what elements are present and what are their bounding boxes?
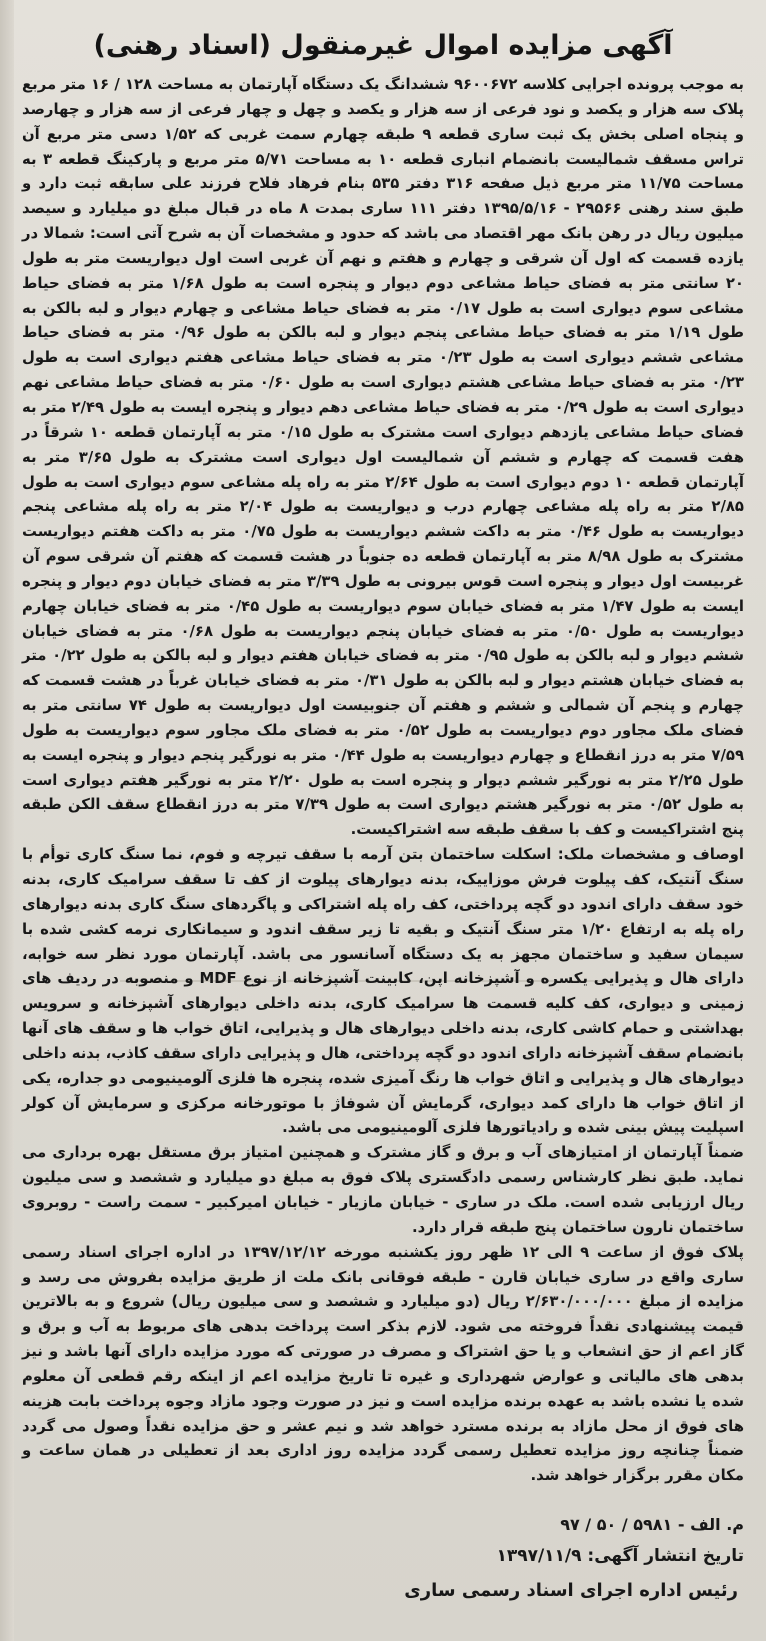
paragraph-property-specifications: اوصاف و مشخصات ملک: اسکلت ساختمان بتن آرمه با سقف تیرچه و فوم، نما سنگ کاری توأم با سنگ آنتیک، کف پیلوت فرش موزاییک، بدنه دیوارهای پیلوت از کف تا سقف سرامیک کاری، بدنه خود سقف دارای اندود دو گچه پرداختی، کف راه پله اشتراکی و پاگردهای سنگ کاری بدنه دیوارهای راه پله به ارتفاع ۱/۲۰ متر سنگ آنتیک و بقیه تا زیر سقف اندود و سیمانکاری نرمه کشی شده با سیمان سفید و ساختمان مجهز به یک دستگاه آسانسور می باشد. آپارتمان مورد نظر سه خوابه، دارای هال و پذیرایی یکسره و آشپزخانه اپن، کابینت آشپزخانه از نوع MDF و منصوبه در ردیف های زمینی و دیواری، کف کلیه قسمت ها سرامیک کاری، بدنه داخلی دیوارهای آشپزخانه و سرویس بهداشتی و حمام کاشی کاری، بدنه داخلی دیوارهای هال و پذیرایی، اتاق خواب ها و سقف های آنها بانضمام سقف آشپزخانه دارای اندود دو گچه پرداختی، هال و پذیرایی دارای سقف کاذب، بدنه داخلی دیوارهای هال و پذیرایی و اتاق خواب ها رنگ آمیزی شده، پنجره ها فلزی آلومینیومی دو جداره، یکی از اتاق خواب ها دارای کمد دیواری، گرمایش آن شوفاژ با موتورخانه مرکزی و سرمایش آن کولر اسپلیت پیش بینی شده و رادیاتورها فلزی آلومینیومی می باشد. [22,845,744,1137]
paper-fold-edge [0,0,14,1641]
reference-number: م. الف - ۵۹۸۱ / ۵۰ / ۹۷ [560,1515,744,1534]
paragraph-utilities-and-valuation: ضمناً آپارتمان از امتیازهای آب و برق و گاز مشترک و همچنین امتیاز برق مستقل بهره برداری می نماید. طبق نظر کارشناس رسمی دادگستری پلاک فوق به مبلغ دو میلیارد و ششصد و سی میلیون ریال ارزیابی شده است. ملک در ساری - خیابان مازیار - خیابان امیرکبیر - سمت راست - روبروی ساختمان نارون ساختمان پنج طبقه قرار دارد. [22,1143,744,1236]
signature-line: رئیس اداره اجرای اسناد رسمی ساری [404,1580,738,1601]
publication-date: تاریخ انتشار آگهی: ۱۳۹۷/۱۱/۹ [496,1546,744,1566]
notice-header [20,30,746,61]
paragraph-property-description: به موجب پرونده اجرایی کلاسه ۹۶۰۰۶۷۲ ششدانگ یک دستگاه آپارتمان به مساحت ۱۲۸ / ۱۶ متر مربع پلاک سه هزار و یکصد و نود فرعی از سه هزار و یکصد و چهل و چهار فرعی از سه هزار و چهارصد و پنجاه اصلی بخش یک ثبت ساری قطعه ۹ طبقه چهارم سمت غربی که ۱/۵۲ دسی متر مربع آن تراس مسقف شمالیست بانضمام انباری قطعه ۱۰ به مساحت ۵/۷۱ متر مربع و پارکینگ قطعه ۳ به مساحت ۱۱/۷۵ متر مربع ذیل صفحه ۳۱۶ دفتر ۵۳۵ بنام فرهاد فلاح فرزند علی سابقه ثبت دارد و طبق سند رهنی ۲۹۵۶۶ - ۱۳۹۵/۵/۱۶ دفتر ۱۱۱ ساری بمدت ۸ ماه در قبال مبلغ دو میلیارد و سیصد میلیون ریال در رهن بانک مهر اقتصاد می باشد که حدود و مشخصات آن به شرح آتی است: شمالا در یازده قسمت که اول آن شرقی و چهارم و هفتم و نهم آن غربی است اول دیواریست متر به طول ۲۰ سانتی متر به فضای حیاط مشاعی دوم دیوار و پنجره است به طول ۱/۶۸ متر به فضای حیاط مشاعی سوم دیواری است به طول ۰/۱۷ متر به فضای حیاط مشاعی و چهارم دیوار و لبه بالکن به طول ۱/۱۹ متر به فضای حیاط مشاعی پنجم دیوار و لبه بالکن به طول ۰/۹۶ متر به فضای حیاط مشاعی ششم دیواری است به طول ۰/۲۳ متر به فضای حیاط مشاعی هفتم دیواری است به طول ۰/۲۳ متر به فضای حیاط مشاعی هشتم دیواری است به طول ۰/۶۰ متر به فضای حیاط مشاعی نهم دیواری است به طول ۰/۲۹ متر به فضای حیاط مشاعی دهم دیوار و پنجره ایست به طول ۲/۴۹ متر به فضای حیاط مشاعی یازدهم دیواری است مشترک به طول ۰/۱۵ متر به آپارتمان قطعه ۱۰ شرقاً در هفت قسمت که چهارم و ششم آن شمالیست اول دیواری است مشترک به طول ۳/۶۵ متر به آپارتمان قطعه ۱۰ دوم دیواری است به طول ۲/۶۴ متر به راه پله مشاعی سوم دیواری است به طول ۲/۸۵ متر به راه پله مشاعی چهارم درب و دیواریست به طول ۲/۰۴ متر به راه پله مشاعی پنجم دیواریست به طول ۰/۴۶ متر به داکت ششم دیواریست به طول ۰/۷۵ متر به داکت هفتم دیواریست مشترک به طول ۸/۹۸ متر به آپارتمان قطعه ده جنوباً در هشت قسمت که هفتم آن شرقی سوم آن غربیست اول دیوار و پنجره است قوس بیرونی به طول ۳/۳۹ متر به فضای خیابان دوم دیوار و پنجره ایست به طول ۱/۴۷ متر به فضای خیابان سوم دیواریست به طول ۰/۴۵ متر به فضای خیابان چهارم دیواریست به طول ۰/۵۰ متر به فضای خیابان پنجم دیواریست به طول ۰/۶۸ متر به فضای خیابان ششم دیوار و لبه بالکن به طول ۰/۹۵ متر به فضای خیابان هفتم دیوار و لبه بالکن به طول ۰/۲۲ متر به فضای خیابان هشتم دیوار و لبه بالکن به طول ۰/۳۱ متر به فضای خیابان غرباً در هشت قسمت که چهارم و پنجم آن شمالی و ششم و هفتم آن جنوبیست اول دیواریست به طول ۷۴ سانتی متر به فضای ملک مجاور دوم دیواریست به طول ۰/۵۲ متر به فضای ملک مجاور سوم دیواریست به طول ۷/۵۹ متر به درز انقطاع و چهارم دیواریست به طول ۰/۴۴ متر به نورگیر پنجم دیوار و پنجره ایست به طول ۲/۲۵ متر به نورگیر ششم دیوار و پنجره است به طول ۲/۲۰ متر به نورگیر هفتم دیواری است به طول ۰/۵۲ متر به نورگیر هشتم دیواری است به طول ۷/۳۹ متر به درز انقطاع سقف الکن طبقه پنج اشتراکیست و کف با سقف طبقه سه اشتراکیست. [22,75,745,839]
notice-title: آگهی مزایده اموال غیرمنقول (اسناد رهنی) [93,30,673,61]
notice-footer [22,1512,744,1606]
notice-body [22,72,744,1488]
paragraph-auction-terms: پلاک فوق از ساعت ۹ الی ۱۲ ظهر روز یکشنبه مورخه ۱۳۹۷/۱۲/۱۲ در اداره اجرای اسناد رسمی ساری واقع در ساری خیابان قارن - طبقه فوقانی بانک ملت از طریق مزایده بفروش می رسد و مزایده از مبلغ ۲/۶۳۰/۰۰۰/۰۰۰ ریال (دو میلیارد و ششصد و سی میلیون ریال) شروع و به بالاترین قیمت پیشنهادی نقداً فروخته می شود. لازم بذکر است پرداخت بدهی های مربوط به آب و برق و گاز اعم از حق انشعاب و یا حق اشتراک و مصرف در صورتی که مورد مزایده دارای آنها باشد و نیز بدهی های مالیاتی و عوارض شهرداری و غیره تا تاریخ مزایده اعم از اینکه رقم قطعی آن معلوم شده یا نشده باشد به عهده برنده مزایده است و نیز در صورت وجود مازاد وجوه پرداخت بابت هزینه های فوق از محل مازاد به برنده مسترد خواهد شد و نیم عشر و حق مزایده نقداً وصول می گردد ضمناً چنانچه روز مزایده تعطیل رسمی گردد مزایده روز اداری بعد از تعطیلی در همان ساعت و مکان مقرر برگزار خواهد شد. [22,1242,745,1485]
